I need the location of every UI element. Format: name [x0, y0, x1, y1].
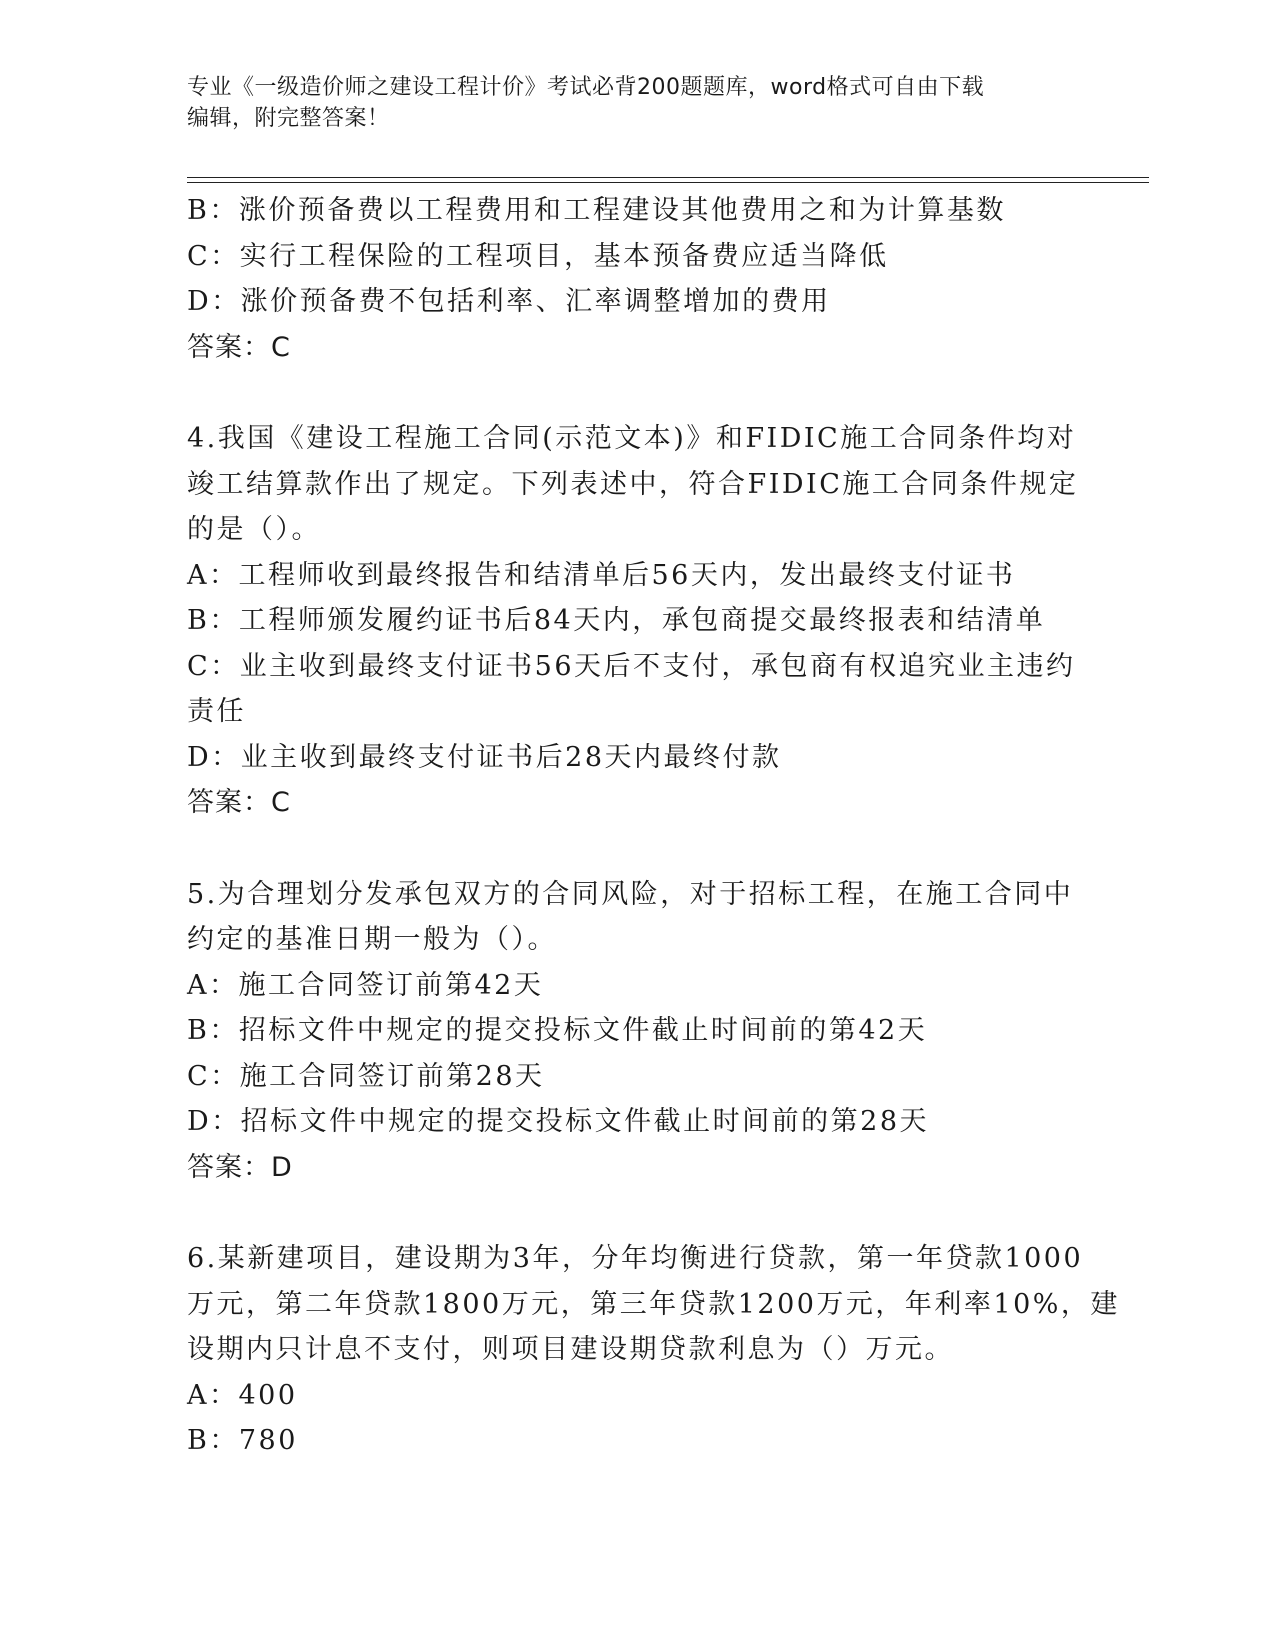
answer-line: 答案：D — [187, 1151, 293, 1183]
document-header — [187, 72, 1067, 134]
answer-line: 答案：C — [187, 331, 291, 363]
option-line: B：招标文件中规定的提交投标文件截止时间前的第42天 — [187, 1015, 928, 1046]
question-block — [187, 188, 1087, 370]
question-stem-line: 5.为合理划分发承包双方的合同风险，对于招标工程，在施工合同中 — [187, 878, 1074, 910]
header-rule-top — [187, 177, 1149, 178]
question-stem-line: 万元，第二年贷款1800万元，第三年贷款1200万元，年利率10%，建 — [187, 1288, 1120, 1320]
option-line: A：施工合同签订前第42天 — [187, 969, 544, 1001]
question-stem-line: 竣工结算款作出了规定。下列表述中，符合FIDIC施工合同条件规定 — [187, 468, 1079, 500]
header-rule-bottom — [187, 182, 1149, 183]
option-line: C：业主收到最终支付证书56天后不支付，承包商有权追究业主违约 — [187, 650, 1076, 682]
question-block — [187, 416, 1087, 826]
option-line: A：工程师收到最终报告和结清单后56天内，发出最终支付证书 — [187, 559, 1016, 591]
option-line: A：400 — [187, 1379, 298, 1411]
question-stem-line: 6.某新建项目，建设期为3年，分年均衡进行贷款，第一年贷款1000 — [187, 1243, 1084, 1274]
option-line: C：实行工程保险的工程项目，基本预备费应适当降低 — [187, 240, 889, 272]
option-line: D：涨价预备费不包括利率、汇率调整增加的费用 — [187, 286, 831, 317]
question-stem-line: 设期内只计息不支付，则项目建设期贷款利息为（）万元。 — [187, 1334, 954, 1365]
option-line: B：工程师颁发履约证书后84天内，承包商提交最终报表和结清单 — [187, 605, 1046, 636]
option-line: B：780 — [187, 1425, 298, 1456]
question-block — [187, 872, 1087, 1191]
answer-line: 答案：C — [187, 787, 291, 818]
question-stem-line: 的是（）。 — [187, 514, 321, 545]
option-line: C：施工合同签订前第28天 — [187, 1060, 545, 1092]
question-stem-line: 4.我国《建设工程施工合同(示范文本)》和FIDIC施工合同条件均对 — [187, 423, 1077, 454]
question-stem-line: 约定的基准日期一般为（）。 — [187, 924, 557, 955]
header-line-1: 专业《一级造价师之建设工程计价》考试必背200题题库，word格式可自由下载 — [187, 75, 985, 100]
block-spacer — [187, 826, 1087, 872]
header-line-2: 编辑，附完整答案！ — [187, 106, 390, 131]
option-line: D：业主收到最终支付证书后28天内最终付款 — [187, 741, 782, 773]
question-content — [187, 188, 1120, 1464]
option-line: 责任 — [187, 696, 246, 727]
block-spacer — [187, 370, 1087, 416]
question-block — [187, 1236, 1120, 1464]
block-spacer — [187, 1190, 1087, 1236]
option-line: B：涨价预备费以工程费用和工程建设其他费用之和为计算基数 — [187, 195, 1006, 226]
option-line: D：招标文件中规定的提交投标文件截止时间前的第28天 — [187, 1106, 930, 1137]
